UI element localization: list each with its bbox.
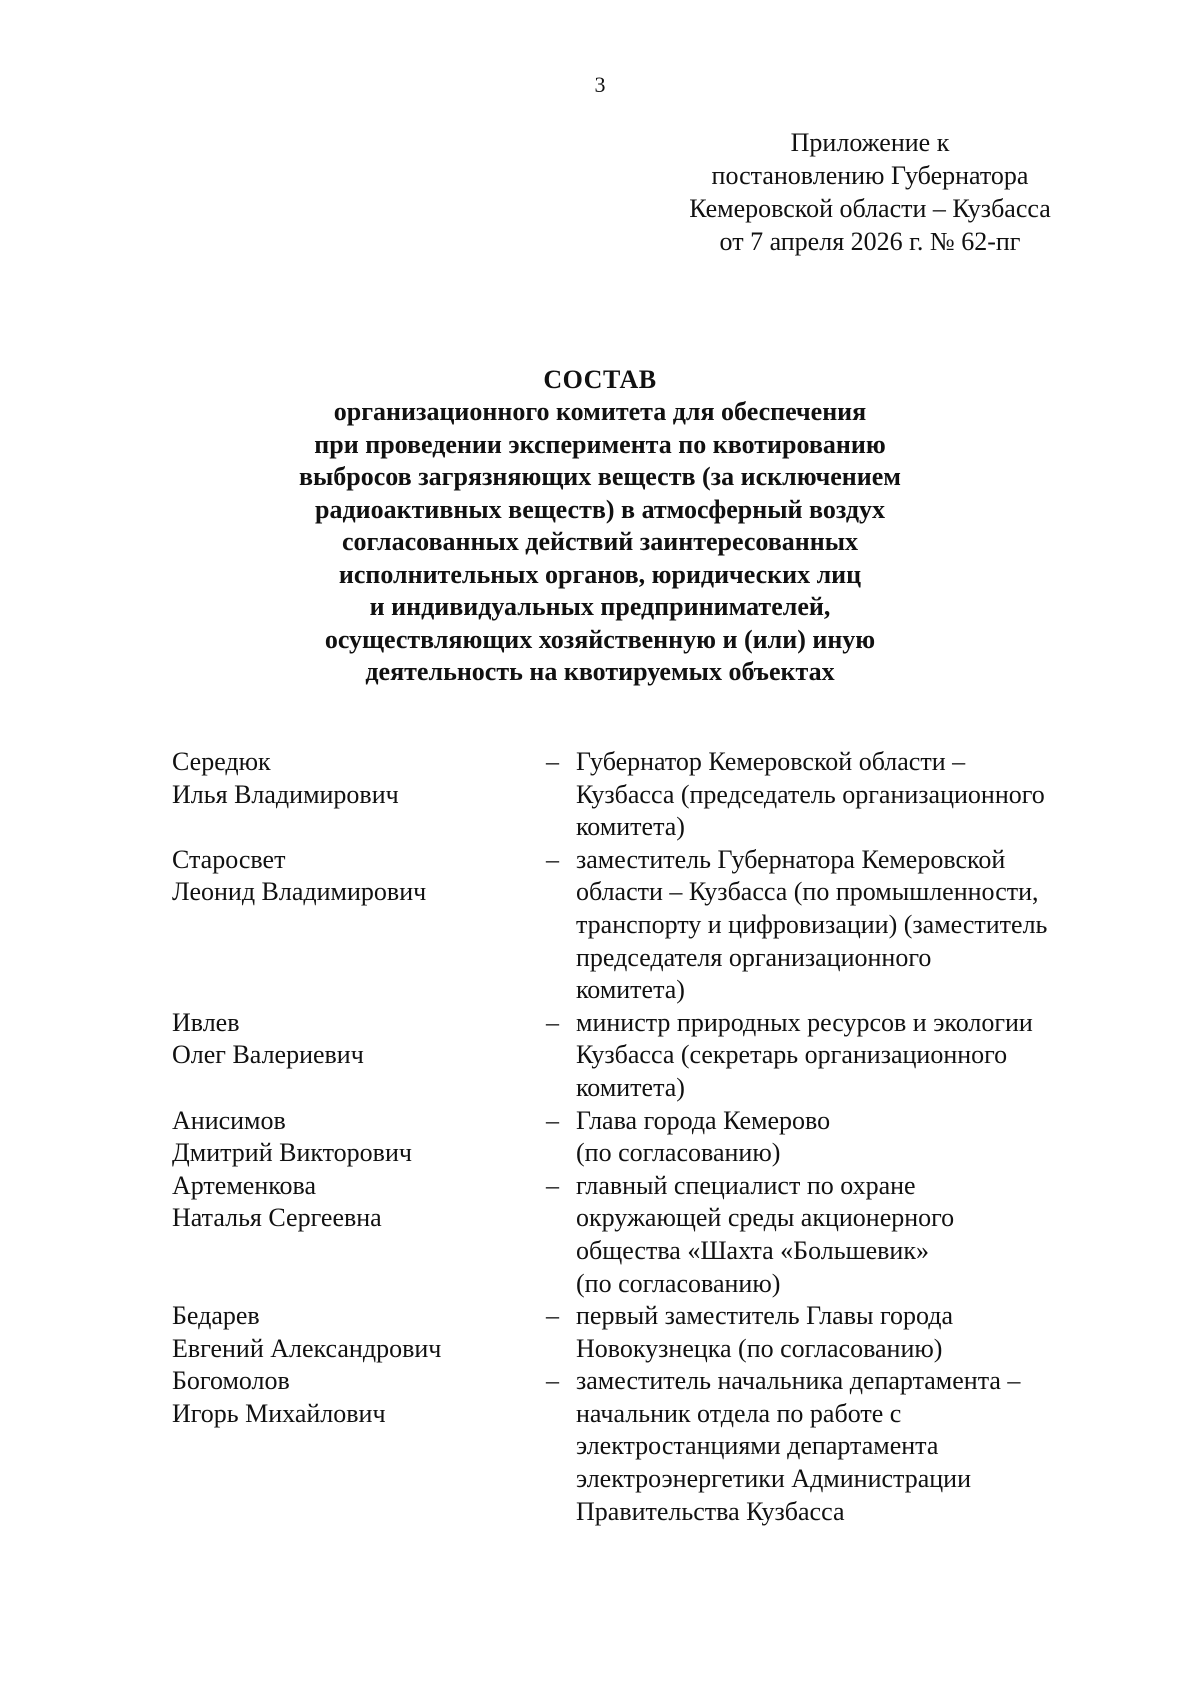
dash-separator: –	[546, 1170, 559, 1200]
role-line: (по согласованию)	[576, 1268, 781, 1298]
subtitle-line: выбросов загрязняющих веществ (за исключением	[298, 462, 902, 491]
committee-member	[172, 746, 1132, 844]
page-number: 3	[594, 72, 606, 97]
member-name	[172, 1365, 546, 1430]
role-line: электростанциями департамента	[576, 1431, 939, 1461]
role-line: главный специалист по охране	[576, 1170, 916, 1200]
subtitle-line: организационного комитета для обеспечения	[333, 397, 867, 426]
subtitle-line: осуществляющих хозяйственную и (или) иную	[324, 624, 876, 654]
member-given-name: Леонид Владимирович	[172, 877, 427, 907]
member-role	[576, 1105, 1132, 1170]
document-title: СОСТАВ	[543, 365, 657, 394]
member-role	[576, 1300, 1132, 1365]
dash-separator: –	[546, 1301, 559, 1331]
role-line: заместитель Губернатора Кемеровской	[576, 844, 1006, 874]
member-given-name: Дмитрий Викторович	[172, 1138, 412, 1168]
member-role	[576, 1007, 1132, 1105]
role-line: Глава города Кемерово	[576, 1105, 831, 1135]
role-line: общества «Шахта «Большевик»	[576, 1235, 929, 1265]
member-surname: Старосвет	[172, 844, 286, 874]
role-line: заместитель начальника департамента –	[576, 1366, 1021, 1396]
role-line: области – Кузбасса (по промышленности,	[576, 877, 1039, 907]
committee-member	[172, 1365, 1132, 1528]
role-line: комитета)	[576, 812, 685, 842]
document-subtitle	[200, 396, 1000, 689]
member-name	[172, 746, 546, 811]
member-name	[172, 1170, 546, 1235]
member-role	[576, 746, 1132, 844]
role-line: электроэнергетики Администрации	[576, 1464, 971, 1494]
dash-separator: –	[546, 844, 559, 874]
member-given-name: Наталья Сергеевна	[172, 1203, 382, 1233]
role-line: первый заместитель Главы города	[576, 1301, 953, 1331]
appendix-line: Приложение к	[790, 128, 950, 157]
committee-member	[172, 1105, 1132, 1170]
member-surname: Артеменкова	[172, 1170, 317, 1200]
role-line: комитета)	[576, 1072, 685, 1102]
member-name	[172, 1105, 546, 1170]
subtitle-line: и индивидуальных предпринимателей,	[369, 592, 831, 621]
committee-member	[172, 1007, 1132, 1105]
member-surname: Анисимов	[172, 1105, 286, 1135]
subtitle-line: деятельность на квотируемых объектах	[365, 657, 835, 686]
role-line: Кузбасса (секретарь организационного	[576, 1040, 1008, 1070]
appendix-line: Кемеровской области – Кузбасса	[689, 194, 1051, 223]
member-surname: Богомолов	[172, 1366, 290, 1396]
committee-member	[172, 1170, 1132, 1300]
dash-separator: –	[546, 1366, 559, 1396]
committee-member-list	[172, 746, 1132, 1528]
role-line: председателя организационного	[576, 942, 932, 972]
dash-separator: –	[546, 1007, 559, 1037]
member-name	[172, 1007, 546, 1072]
member-role	[576, 1170, 1132, 1300]
subtitle-line: при проведении эксперимента по квотированию	[314, 429, 886, 459]
role-line: начальник отдела по работе с	[576, 1398, 902, 1428]
appendix-line: от 7 апреля 2026 г. № 62-пг	[719, 227, 1021, 256]
subtitle-line: исполнительных органов, юридических лиц	[338, 559, 862, 589]
member-surname: Ивлев	[172, 1007, 240, 1037]
committee-member	[172, 844, 1132, 1007]
role-line: комитета)	[576, 975, 685, 1005]
dash-separator: –	[546, 747, 559, 776]
member-given-name: Евгений Александрович	[172, 1333, 442, 1363]
committee-member	[172, 1300, 1132, 1365]
role-line: (по согласованию)	[576, 1138, 781, 1168]
member-name	[172, 844, 546, 909]
role-line: Кузбасса (председатель организационного	[576, 779, 1045, 809]
appendix-line: постановлению Губернатора	[711, 161, 1029, 190]
dash-separator: –	[546, 1105, 559, 1135]
member-given-name: Олег Валериевич	[172, 1040, 364, 1070]
member-given-name: Игорь Михайлович	[172, 1398, 386, 1428]
subtitle-line: согласованных действий заинтересованных	[341, 527, 859, 556]
role-line: транспорту и цифровизации) (заместитель	[576, 909, 1048, 939]
subtitle-line: радиоактивных веществ) в атмосферный воздух	[315, 494, 885, 524]
role-line: Губернатор Кемеровской области –	[576, 747, 966, 776]
role-line: министр природных ресурсов и экологии	[576, 1007, 1033, 1037]
member-role	[576, 844, 1132, 1007]
role-line: Правительства Кузбасса	[576, 1496, 845, 1526]
document-title-block	[200, 364, 1000, 689]
member-surname: Бедарев	[172, 1301, 260, 1331]
role-line: окружающей среды акционерного	[576, 1203, 955, 1233]
member-surname: Середюк	[172, 747, 271, 776]
member-name	[172, 1300, 546, 1365]
appendix-block	[660, 126, 1080, 258]
member-role	[576, 1365, 1132, 1528]
member-given-name: Илья Владимирович	[172, 779, 399, 809]
role-line: Новокузнецка (по согласованию)	[576, 1333, 943, 1363]
